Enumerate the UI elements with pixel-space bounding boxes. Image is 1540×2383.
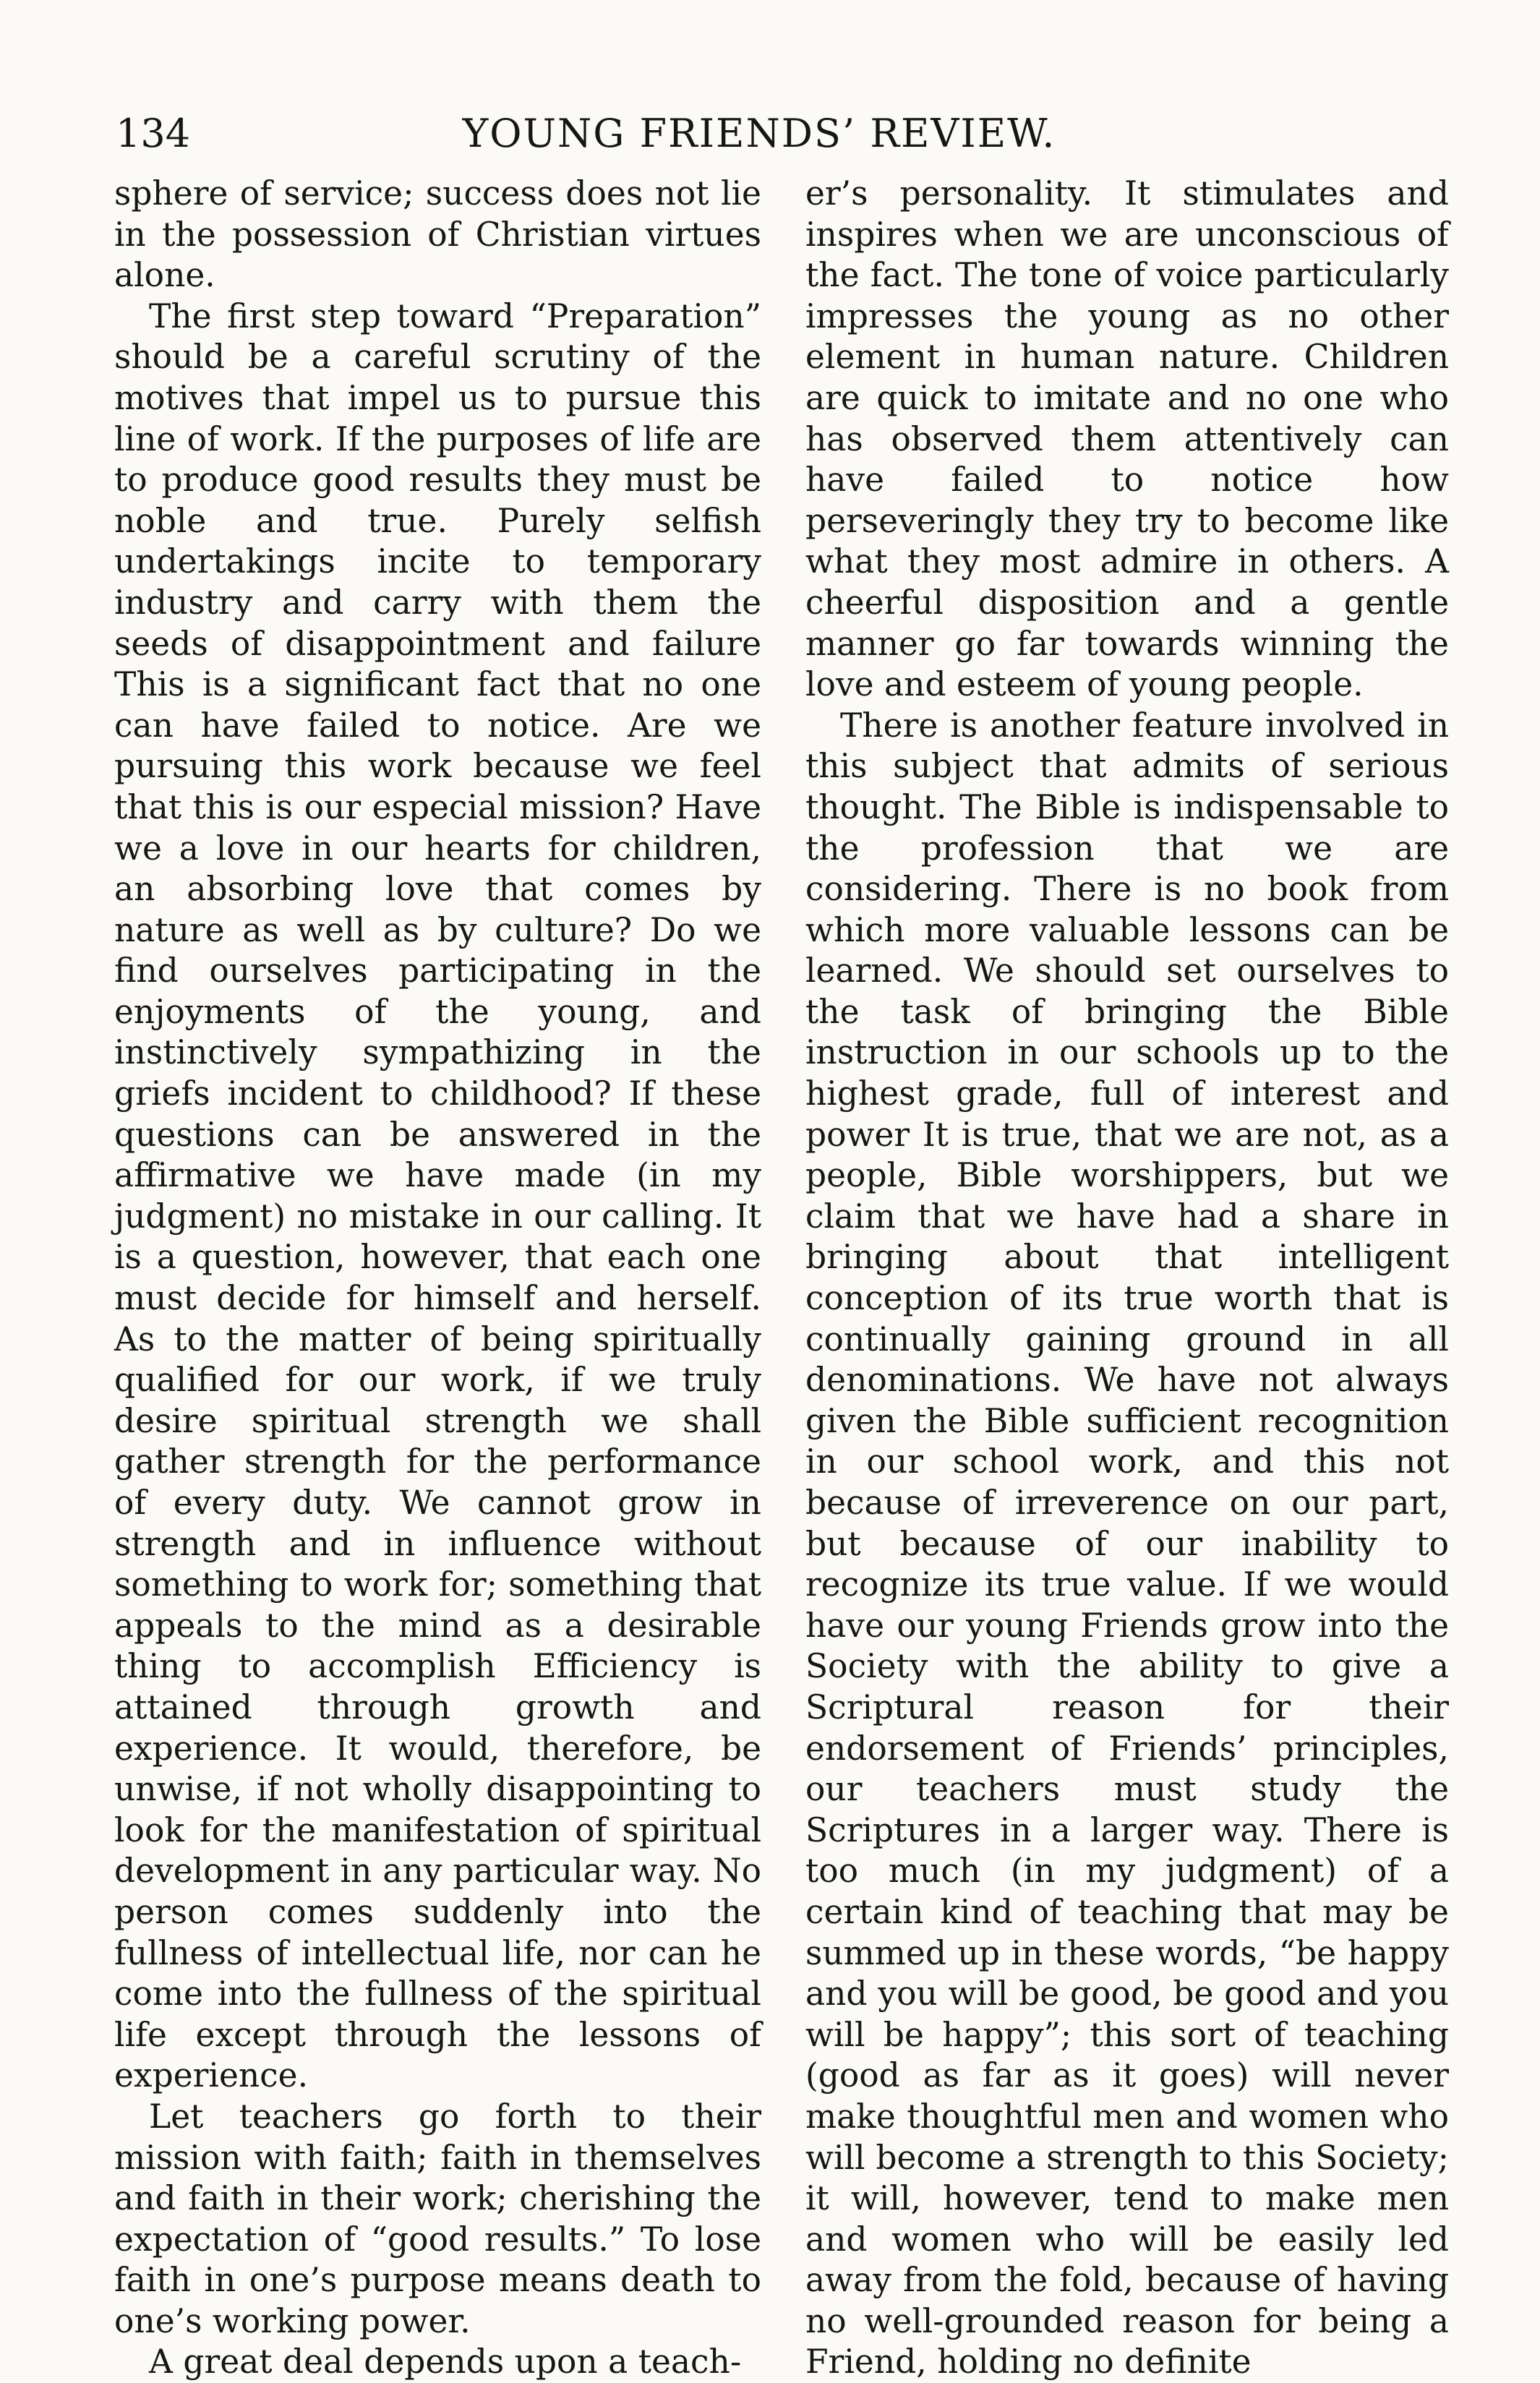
paragraph: er’s personality. It stimulates and inspires when we are unconscious of the fact. The tone of voice particularly impresses the young as no other element in human nature. Children are quick to imitate and no one who has observed them attentively can have failed to notice how perseveringly they try to become like what they most admire in others. A cheerful disposition and a gentle manner go far towards winning the love and esteem of young people. <box>805 174 1449 704</box>
paragraph: Let teachers go forth to their mission with faith; faith in themselves and faith in their work; cherishing the expectation of “good results.” To lose faith in one’s purpose means death to one’s working power. <box>114 2097 761 2340</box>
page-header <box>116 112 1403 170</box>
right-column <box>805 174 1449 2383</box>
left-column <box>114 174 761 2383</box>
paragraph: A great deal depends upon a teach- <box>149 2343 742 2382</box>
paragraph: The first step toward “Preparation” should be a careful scrutiny of the motives that impel us to pursue this line of work. If the purposes of life are to produce good results they must be noble and true. Purely selfish undertakings incite to temporary industry and carry with them the seeds of disappointment and failure This is a significant fact that no one can have failed to notice. Are we pursuing this work because we feel that this is our especial mission? Have we a love in our hearts for children, an absorbing love that comes by nature as well as by culture? Do we find ourselves participating in the enjoyments of the young, and instinctively sympathizing in the griefs incident to childhood? If these questions can be answered in the affirmative we have made (in my judgment) no mistake in our calling. It is a question, however, that each one must decide for himself and herself. As to the matter of being spiritually qualified for our work, if we truly desire spiritual strength we shall gather strength for the performance of every duty. We cannot grow in strength and in influence without something to work for; something that appeals to the mind as a desirable thing to accomplish Efficiency is attained through growth and experience. It would, therefore, be unwise, if not wholly disappointing to look for the manifestation of spiritual development in any particular way. No person comes suddenly into the fullness of intellectual life, nor can he come into the fullness of the spiritual life except through the lessons of experience. <box>114 296 761 2095</box>
paragraph: There is another feature involved in this subject that admits of serious thought. The Bible is indispensable to the profession that we are considering. There is no book from which more valuable lessons can be learned. We should set ourselves to the task of bringing the Bible instruction in our schools up to the highest grade, full of interest and power It is true, that we are not, as a people, Bible worshippers, but we claim that we have had a share in bringing about that intelligent conception of its true worth that is continually gaining ground in all denominations. We have not always given the Bible sufficient recognition in our school work, and this not because of irreverence on our part, but because of our inability to recognize its true value. If we would have our young Friends grow into the Society with the ability to give a Scriptural reason for their endorsement of Friends’ principles, our teachers must study the Scriptures in a larger way. There is too much (in my judgment) of a certain kind of teaching that may be summed up in these words, “be happy and you will be good, be good and you will be happy”; this sort of teaching (good as far as it goes) will never make thoughtful men and women who will become a strength to this Society; it will, however, tend to make men and women who will be easily led away from the fold, because of having no well-grounded reason for being a Friend, holding no definite <box>805 706 1449 2382</box>
paragraph: sphere of service; success does not lie in the possession of Christian virtues alone. <box>114 174 761 295</box>
page-number: 134 <box>116 111 191 156</box>
running-title: YOUNG FRIENDS’ REVIEW. <box>462 111 1056 156</box>
